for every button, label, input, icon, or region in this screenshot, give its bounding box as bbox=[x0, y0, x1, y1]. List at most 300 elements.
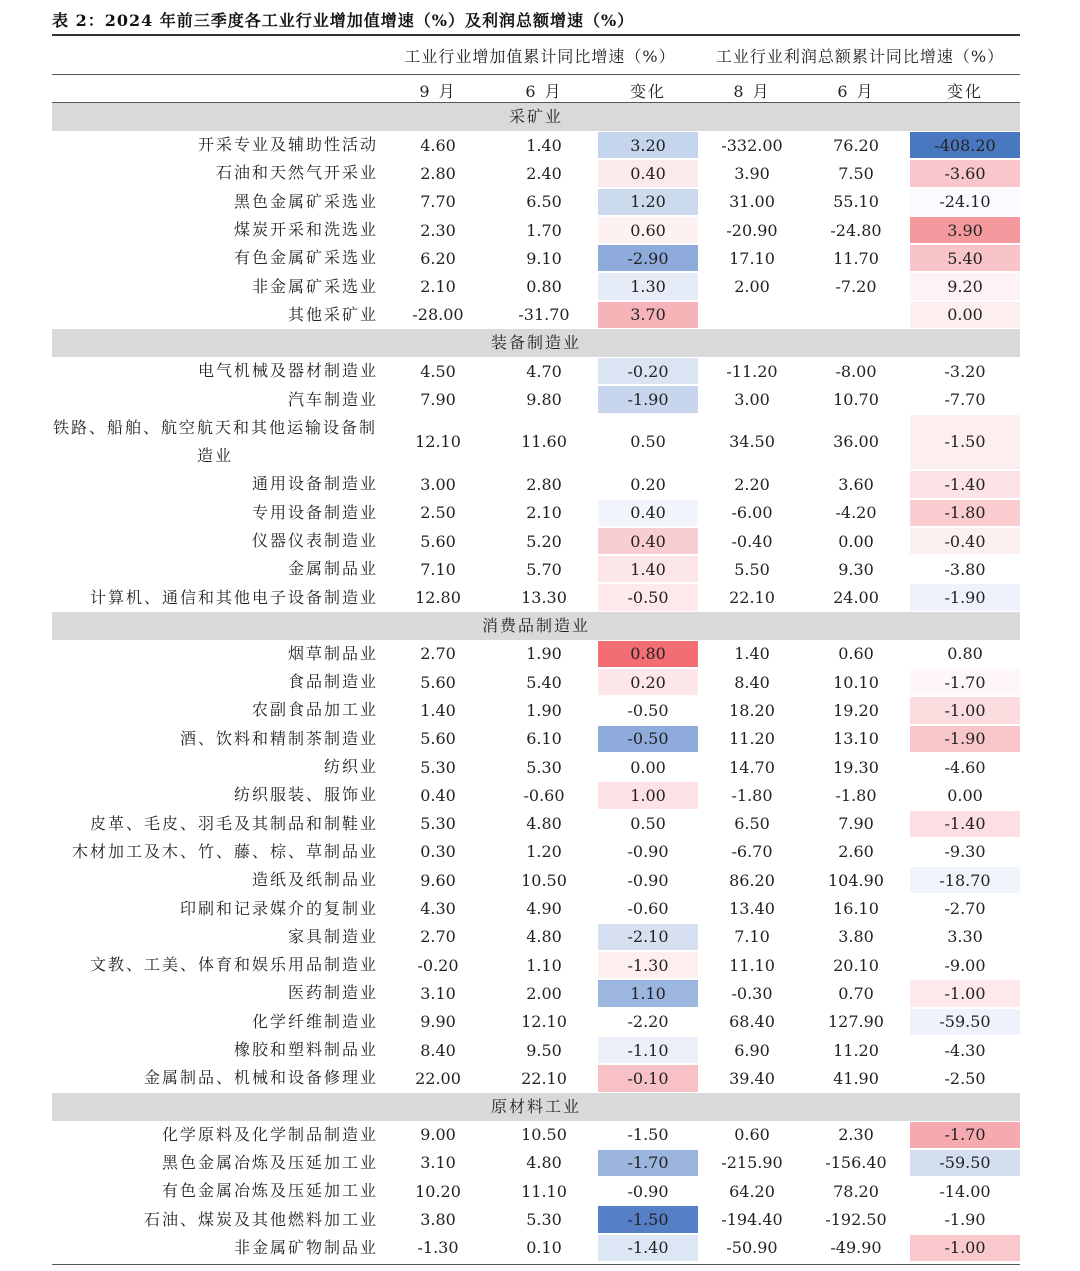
value-sep-cell: 2.70 bbox=[420, 644, 456, 664]
table-row bbox=[52, 188, 1020, 216]
profit-change-cell: -7.70 bbox=[910, 386, 1020, 412]
profit-change-cell: -59.50 bbox=[910, 1009, 1020, 1035]
table-row bbox=[52, 951, 1020, 979]
profit-jun-cell: -156.40 bbox=[825, 1153, 887, 1173]
value-jun-cell: 5.20 bbox=[526, 531, 562, 551]
value-sep-cell: 3.00 bbox=[420, 474, 456, 494]
profit-change-cell: -9.30 bbox=[910, 839, 1020, 865]
profit-jun-cell: 0.70 bbox=[838, 983, 874, 1003]
value-sep-cell: 4.30 bbox=[420, 899, 456, 919]
profit-jun-cell: -8.00 bbox=[835, 361, 877, 381]
table-row bbox=[52, 1205, 1020, 1233]
row-label: 电气机械及器材制造业 bbox=[197, 361, 378, 381]
value-jun-cell: 4.80 bbox=[526, 814, 562, 834]
profit-change-cell: -18.70 bbox=[910, 867, 1020, 893]
value-change-cell: 0.20 bbox=[598, 471, 698, 497]
profit-jun-cell: 36.00 bbox=[833, 432, 879, 452]
value-sep-cell: 2.50 bbox=[420, 503, 456, 523]
profit-change-cell: -24.10 bbox=[910, 189, 1020, 215]
subheader-aug: 8 月 bbox=[733, 82, 771, 101]
value-jun-cell: 4.80 bbox=[526, 1153, 562, 1173]
value-sep-cell: 9.90 bbox=[420, 1012, 456, 1032]
table-row bbox=[52, 725, 1020, 753]
row-label: 计算机、通信和其他电子设备制造业 bbox=[89, 587, 378, 607]
value-sep-cell: 5.30 bbox=[420, 814, 456, 834]
table-row bbox=[52, 555, 1020, 583]
value-jun-cell: 22.10 bbox=[521, 1068, 567, 1088]
value-sep-cell: 4.60 bbox=[420, 135, 456, 155]
value-sep-cell: 5.60 bbox=[420, 729, 456, 749]
profit-change-cell: 0.00 bbox=[910, 782, 1020, 808]
value-change-cell: 3.20 bbox=[598, 132, 698, 158]
profit-jun-cell: 2.60 bbox=[838, 842, 874, 862]
value-jun-cell: 1.90 bbox=[526, 700, 562, 720]
value-sep-cell: 2.80 bbox=[420, 163, 456, 183]
value-sep-cell: 6.20 bbox=[420, 248, 456, 268]
row-label: 酒、饮料和精制茶制造业 bbox=[179, 728, 378, 748]
profit-jun-cell: -1.80 bbox=[835, 785, 877, 805]
profit-aug-cell: 39.40 bbox=[729, 1068, 775, 1088]
value-change-cell: -2.90 bbox=[598, 245, 698, 271]
row-label: 农副食品加工业 bbox=[251, 700, 378, 720]
profit-aug-cell: 1.40 bbox=[734, 644, 770, 664]
profit-aug-cell: 5.50 bbox=[734, 559, 770, 579]
subheader-jun-a: 6 月 bbox=[525, 82, 563, 101]
table-row bbox=[52, 979, 1020, 1007]
value-change-cell: 0.00 bbox=[598, 754, 698, 780]
value-change-cell: -0.90 bbox=[598, 839, 698, 865]
table-body bbox=[52, 103, 1020, 1262]
table-row bbox=[52, 866, 1020, 894]
profit-change-cell: -408.20 bbox=[910, 132, 1020, 158]
row-label: 有色金属矿采选业 bbox=[233, 248, 378, 268]
value-jun-cell: 4.70 bbox=[526, 361, 562, 381]
profit-jun-cell: 9.30 bbox=[838, 559, 874, 579]
profit-jun-cell: 13.10 bbox=[833, 729, 879, 749]
row-label: 黑色金属冶炼及压延加工业 bbox=[161, 1152, 378, 1172]
value-jun-cell: 1.20 bbox=[526, 842, 562, 862]
value-jun-cell: 9.10 bbox=[526, 248, 562, 268]
profit-jun-cell: 7.90 bbox=[838, 814, 874, 834]
table-row bbox=[52, 1064, 1020, 1092]
value-change-cell: 1.00 bbox=[598, 782, 698, 808]
value-jun-cell: -0.60 bbox=[523, 785, 565, 805]
profit-jun-cell: 3.80 bbox=[838, 927, 874, 947]
value-jun-cell: 11.60 bbox=[521, 432, 567, 452]
table-row bbox=[52, 470, 1020, 498]
profit-jun-cell: 2.30 bbox=[838, 1125, 874, 1145]
table-row bbox=[52, 923, 1020, 951]
row-label: 非金属矿采选业 bbox=[251, 276, 378, 296]
row-label: 石油、煤炭及其他燃料加工业 bbox=[143, 1209, 378, 1229]
value-sep-cell: 22.00 bbox=[415, 1068, 461, 1088]
profit-aug-cell: -20.90 bbox=[726, 220, 778, 240]
profit-change-cell: -1.40 bbox=[910, 811, 1020, 837]
row-label: 化学原料及化学制品制造业 bbox=[161, 1124, 378, 1144]
header-value-added: 工业行业增加值累计同比增速（%） bbox=[404, 47, 676, 66]
value-change-cell: 1.30 bbox=[598, 273, 698, 299]
profit-aug-cell: 22.10 bbox=[729, 588, 775, 608]
value-jun-cell: 13.30 bbox=[521, 588, 567, 608]
profit-change-cell: -1.70 bbox=[910, 1122, 1020, 1148]
value-sep-cell: 5.60 bbox=[420, 672, 456, 692]
value-change-cell: -1.90 bbox=[598, 386, 698, 412]
profit-change-cell: -1.00 bbox=[910, 697, 1020, 723]
row-label: 文教、工美、体育和娱乐用品制造业 bbox=[89, 955, 378, 975]
profit-aug-cell: 13.40 bbox=[729, 899, 775, 919]
value-sep-cell: 7.10 bbox=[420, 559, 456, 579]
value-sep-cell: 4.50 bbox=[420, 361, 456, 381]
value-jun-cell: 9.80 bbox=[526, 390, 562, 410]
value-sep-cell: 5.60 bbox=[420, 531, 456, 551]
profit-change-cell: 5.40 bbox=[910, 245, 1020, 271]
value-sep-cell: 7.90 bbox=[420, 390, 456, 410]
profit-aug-cell: 34.50 bbox=[729, 432, 775, 452]
value-sep-cell: 5.30 bbox=[420, 757, 456, 777]
value-jun-cell: 1.90 bbox=[526, 644, 562, 664]
value-sep-cell: 0.30 bbox=[420, 842, 456, 862]
profit-aug-cell: 18.20 bbox=[729, 700, 775, 720]
profit-aug-cell: 3.90 bbox=[734, 163, 770, 183]
subheader-sep: 9 月 bbox=[419, 82, 457, 101]
value-change-cell: -0.10 bbox=[598, 1065, 698, 1091]
row-label: 金属制品、机械和设备修理业 bbox=[143, 1068, 378, 1088]
profit-aug-cell: 6.50 bbox=[734, 814, 770, 834]
profit-jun-cell: -192.50 bbox=[825, 1210, 887, 1230]
table-row bbox=[52, 272, 1020, 300]
value-change-cell: -0.50 bbox=[598, 726, 698, 752]
profit-change-cell: -1.90 bbox=[910, 1206, 1020, 1232]
value-jun-cell: 6.50 bbox=[526, 192, 562, 212]
value-jun-cell: 2.10 bbox=[526, 503, 562, 523]
profit-jun-cell: 3.60 bbox=[838, 474, 874, 494]
value-change-cell: -1.70 bbox=[598, 1150, 698, 1176]
profit-change-cell: 9.20 bbox=[910, 273, 1020, 299]
profit-aug-cell: 2.20 bbox=[734, 474, 770, 494]
value-jun-cell: 1.40 bbox=[526, 135, 562, 155]
profit-aug-cell: 17.10 bbox=[729, 248, 775, 268]
row-label: 食品制造业 bbox=[287, 672, 378, 692]
profit-aug-cell: 6.90 bbox=[734, 1040, 770, 1060]
row-label: 烟草制品业 bbox=[287, 643, 378, 663]
profit-change-cell: -2.70 bbox=[910, 895, 1020, 921]
profit-jun-cell: 19.30 bbox=[833, 757, 879, 777]
value-sep-cell: 12.10 bbox=[415, 432, 461, 452]
profit-jun-cell: 55.10 bbox=[833, 192, 879, 212]
profit-jun-cell: -4.20 bbox=[835, 503, 877, 523]
table-row bbox=[52, 1234, 1020, 1262]
profit-jun-cell: 11.70 bbox=[833, 248, 879, 268]
value-change-cell: -1.30 bbox=[598, 952, 698, 978]
row-label: 橡胶和塑料制品业 bbox=[233, 1040, 378, 1060]
subheader-change-b: 变化 bbox=[946, 82, 983, 101]
table-row bbox=[52, 159, 1020, 187]
profit-aug-cell: -6.00 bbox=[731, 503, 773, 523]
value-sep-cell: 2.30 bbox=[420, 220, 456, 240]
row-label: 化学纤维制造业 bbox=[251, 1011, 378, 1031]
row-label: 非金属矿物制品业 bbox=[233, 1237, 378, 1257]
value-change-cell: -0.90 bbox=[598, 867, 698, 893]
profit-jun-cell: 104.90 bbox=[828, 870, 884, 890]
profit-jun-cell: 10.70 bbox=[833, 390, 879, 410]
profit-jun-cell: 24.00 bbox=[833, 588, 879, 608]
profit-aug-cell: -215.90 bbox=[721, 1153, 783, 1173]
profit-change-cell: -3.80 bbox=[910, 556, 1020, 582]
value-change-cell: -2.20 bbox=[598, 1009, 698, 1035]
value-change-cell: 0.40 bbox=[598, 160, 698, 186]
profit-jun-cell: -49.90 bbox=[830, 1238, 882, 1258]
profit-aug-cell: -0.40 bbox=[731, 531, 773, 551]
table-row bbox=[52, 357, 1020, 385]
table-row bbox=[52, 696, 1020, 724]
profit-aug-cell: 14.70 bbox=[729, 757, 775, 777]
profit-aug-cell: 11.10 bbox=[729, 955, 775, 975]
table-row bbox=[52, 640, 1020, 668]
table-row bbox=[52, 131, 1020, 159]
table-row bbox=[52, 1149, 1020, 1177]
profit-aug-cell: -0.30 bbox=[731, 983, 773, 1003]
value-jun-cell: 5.30 bbox=[526, 757, 562, 777]
value-jun-cell: 6.10 bbox=[526, 729, 562, 749]
section-header: 消费品制造业 bbox=[52, 612, 1020, 640]
bottom-rule bbox=[52, 1264, 1020, 1265]
table-row bbox=[52, 414, 1020, 471]
value-change-cell: -1.10 bbox=[598, 1037, 698, 1063]
profit-change-cell: 3.30 bbox=[910, 924, 1020, 950]
profit-change-cell: -1.50 bbox=[910, 415, 1020, 470]
value-jun-cell: 11.10 bbox=[521, 1181, 567, 1201]
profit-change-cell: -1.00 bbox=[910, 1235, 1020, 1261]
table-row bbox=[52, 301, 1020, 329]
profit-aug-cell: 0.60 bbox=[734, 1125, 770, 1145]
profit-change-cell: 3.90 bbox=[910, 217, 1020, 243]
table-row bbox=[52, 1177, 1020, 1205]
profit-change-cell: -4.60 bbox=[910, 754, 1020, 780]
row-label: 纺织业 bbox=[323, 757, 378, 777]
value-change-cell: 0.80 bbox=[598, 641, 698, 667]
value-sep-cell: 3.80 bbox=[420, 1210, 456, 1230]
value-change-cell: 1.10 bbox=[598, 980, 698, 1006]
row-label: 造纸及纸制品业 bbox=[251, 870, 378, 890]
profit-aug-cell: -6.70 bbox=[731, 842, 773, 862]
row-label: 有色金属冶炼及压延加工业 bbox=[161, 1181, 378, 1201]
value-sep-cell: 1.40 bbox=[420, 700, 456, 720]
value-change-cell: 1.40 bbox=[598, 556, 698, 582]
section-header: 原材料工业 bbox=[52, 1093, 1020, 1121]
value-sep-cell: 3.10 bbox=[420, 1153, 456, 1173]
value-jun-cell: 0.80 bbox=[526, 277, 562, 297]
value-jun-cell: 5.70 bbox=[526, 559, 562, 579]
value-change-cell: -0.20 bbox=[598, 358, 698, 384]
profit-change-cell: -3.60 bbox=[910, 160, 1020, 186]
value-jun-cell: 5.40 bbox=[526, 672, 562, 692]
profit-jun-cell: 0.00 bbox=[838, 531, 874, 551]
row-label: 铁路、船舶、航空航天和其他运输设备制造业 bbox=[52, 417, 377, 465]
profit-aug-cell: 2.00 bbox=[734, 277, 770, 297]
value-change-cell: -1.40 bbox=[598, 1235, 698, 1261]
table-row bbox=[52, 1121, 1020, 1149]
top-rule bbox=[52, 34, 1020, 36]
table-row bbox=[52, 838, 1020, 866]
profit-aug-cell: 7.10 bbox=[734, 927, 770, 947]
row-label: 金属制品业 bbox=[287, 559, 378, 579]
row-label: 专用设备制造业 bbox=[251, 502, 378, 522]
row-label: 医药制造业 bbox=[287, 983, 378, 1003]
table-row bbox=[52, 753, 1020, 781]
value-change-cell: -0.60 bbox=[598, 895, 698, 921]
profit-jun-cell bbox=[806, 301, 906, 329]
table-row bbox=[52, 244, 1020, 272]
row-label: 印刷和记录媒介的复制业 bbox=[179, 898, 378, 918]
profit-change-cell: -0.40 bbox=[910, 528, 1020, 554]
profit-change-cell: -14.00 bbox=[910, 1178, 1020, 1204]
profit-change-cell: 0.80 bbox=[910, 641, 1020, 667]
value-change-cell: -0.50 bbox=[598, 697, 698, 723]
value-change-cell: 0.50 bbox=[598, 415, 698, 470]
value-change-cell: 0.20 bbox=[598, 669, 698, 695]
value-jun-cell: 1.10 bbox=[526, 955, 562, 975]
value-change-cell: -0.90 bbox=[598, 1178, 698, 1204]
value-sep-cell: 12.80 bbox=[415, 588, 461, 608]
profit-jun-cell: 127.90 bbox=[828, 1012, 884, 1032]
profit-aug-cell: 3.00 bbox=[734, 390, 770, 410]
value-jun-cell: -31.70 bbox=[518, 305, 570, 325]
row-label: 开采专业及辅助性活动 bbox=[197, 135, 378, 155]
profit-jun-cell: 19.20 bbox=[833, 700, 879, 720]
value-jun-cell: 5.30 bbox=[526, 1210, 562, 1230]
subheader-jun-b: 6 月 bbox=[837, 82, 875, 101]
value-sep-cell: 9.60 bbox=[420, 870, 456, 890]
value-jun-cell: 0.10 bbox=[526, 1238, 562, 1258]
section-header: 采矿业 bbox=[52, 103, 1020, 131]
profit-jun-cell: 76.20 bbox=[833, 135, 879, 155]
profit-jun-cell: 0.60 bbox=[838, 644, 874, 664]
profit-aug-cell: -194.40 bbox=[721, 1210, 783, 1230]
value-sep-cell: 7.70 bbox=[420, 192, 456, 212]
table-row bbox=[52, 527, 1020, 555]
value-sep-cell: -1.30 bbox=[417, 1238, 459, 1258]
header-rule bbox=[52, 74, 1020, 75]
profit-jun-cell: 78.20 bbox=[833, 1181, 879, 1201]
profit-aug-cell: -1.80 bbox=[731, 785, 773, 805]
row-label: 汽车制造业 bbox=[287, 389, 378, 409]
value-change-cell: -2.10 bbox=[598, 924, 698, 950]
profit-aug-cell bbox=[702, 301, 802, 329]
value-jun-cell: 1.70 bbox=[526, 220, 562, 240]
value-sep-cell: 10.20 bbox=[415, 1181, 461, 1201]
value-jun-cell: 4.90 bbox=[526, 899, 562, 919]
profit-change-cell: -1.40 bbox=[910, 471, 1020, 497]
value-sep-cell: 9.00 bbox=[420, 1125, 456, 1145]
value-jun-cell: 2.80 bbox=[526, 474, 562, 494]
value-sep-cell: 0.40 bbox=[420, 785, 456, 805]
table-row bbox=[52, 385, 1020, 413]
profit-change-cell: -1.90 bbox=[910, 584, 1020, 610]
table-row bbox=[52, 781, 1020, 809]
value-jun-cell: 2.40 bbox=[526, 163, 562, 183]
value-jun-cell: 12.10 bbox=[521, 1012, 567, 1032]
table-row bbox=[52, 894, 1020, 922]
row-label: 黑色金属矿采选业 bbox=[233, 191, 378, 211]
profit-change-cell: -1.00 bbox=[910, 980, 1020, 1006]
value-jun-cell: 2.00 bbox=[526, 983, 562, 1003]
profit-jun-cell: 41.90 bbox=[833, 1068, 879, 1088]
row-label: 木材加工及木、竹、藤、棕、草制品业 bbox=[71, 841, 378, 861]
profit-change-cell: -2.50 bbox=[910, 1065, 1020, 1091]
profit-change-cell: 0.00 bbox=[910, 302, 1020, 328]
table-row bbox=[52, 499, 1020, 527]
row-label: 石油和天然气开采业 bbox=[215, 163, 378, 183]
value-change-cell: 0.60 bbox=[598, 217, 698, 243]
row-label: 煤炭开采和洗选业 bbox=[233, 220, 378, 240]
row-label: 皮革、毛皮、羽毛及其制品和制鞋业 bbox=[89, 813, 378, 833]
profit-change-cell: -4.30 bbox=[910, 1037, 1020, 1063]
row-label: 仪器仪表制造业 bbox=[251, 531, 378, 550]
value-jun-cell: 10.50 bbox=[521, 870, 567, 890]
profit-jun-cell: 16.10 bbox=[833, 899, 879, 919]
profit-aug-cell: -332.00 bbox=[721, 135, 783, 155]
profit-jun-cell: 11.20 bbox=[833, 1040, 879, 1060]
profit-aug-cell: 64.20 bbox=[729, 1181, 775, 1201]
profit-aug-cell: 31.00 bbox=[729, 192, 775, 212]
value-sep-cell: 8.40 bbox=[420, 1040, 456, 1060]
profit-aug-cell: -11.20 bbox=[726, 361, 778, 381]
value-change-cell: -1.50 bbox=[598, 1206, 698, 1232]
profit-change-cell: -3.20 bbox=[910, 358, 1020, 384]
profit-jun-cell: -24.80 bbox=[830, 220, 882, 240]
table-row bbox=[52, 668, 1020, 696]
profit-aug-cell: 11.20 bbox=[729, 729, 775, 749]
profit-change-cell: -1.90 bbox=[910, 726, 1020, 752]
profit-aug-cell: 8.40 bbox=[734, 672, 770, 692]
value-jun-cell: 4.80 bbox=[526, 927, 562, 947]
value-sep-cell: 2.10 bbox=[420, 277, 456, 297]
table-row bbox=[52, 810, 1020, 838]
header-profit: 工业行业利润总额累计同比增速（%） bbox=[715, 47, 1005, 66]
table-title: 表 2：2024 年前三季度各工业行业增加值增速（%）及利润总额增速（%） bbox=[52, 11, 635, 30]
value-change-cell: 0.40 bbox=[598, 528, 698, 554]
profit-change-cell: -1.70 bbox=[910, 669, 1020, 695]
profit-jun-cell: -7.20 bbox=[835, 277, 877, 297]
value-sep-cell: 3.10 bbox=[420, 983, 456, 1003]
value-sep-cell: 2.70 bbox=[420, 927, 456, 947]
profit-change-cell: -9.00 bbox=[910, 952, 1020, 978]
row-label: 家具制造业 bbox=[287, 926, 378, 946]
profit-change-cell: -59.50 bbox=[910, 1150, 1020, 1176]
profit-aug-cell: 86.20 bbox=[729, 870, 775, 890]
value-change-cell: 1.20 bbox=[598, 189, 698, 215]
table-row bbox=[52, 216, 1020, 244]
profit-change-cell: -1.80 bbox=[910, 500, 1020, 526]
section-header: 装备制造业 bbox=[52, 329, 1020, 357]
table-row bbox=[52, 583, 1020, 611]
table-row bbox=[52, 1036, 1020, 1064]
value-sep-cell: -28.00 bbox=[412, 305, 464, 325]
row-label: 通用设备制造业 bbox=[251, 474, 378, 494]
value-change-cell: 3.70 bbox=[598, 302, 698, 328]
profit-jun-cell: 10.10 bbox=[833, 672, 879, 692]
value-jun-cell: 10.50 bbox=[521, 1125, 567, 1145]
value-change-cell: 0.40 bbox=[598, 500, 698, 526]
profit-aug-cell: 68.40 bbox=[729, 1012, 775, 1032]
profit-jun-cell: 20.10 bbox=[833, 955, 879, 975]
profit-jun-cell: 7.50 bbox=[838, 163, 874, 183]
value-change-cell: 0.50 bbox=[598, 811, 698, 837]
profit-aug-cell: -50.90 bbox=[726, 1238, 778, 1258]
value-change-cell: -1.50 bbox=[598, 1122, 698, 1148]
row-label: 其他采矿业 bbox=[287, 304, 378, 324]
subheader-change-a: 变化 bbox=[629, 82, 666, 101]
